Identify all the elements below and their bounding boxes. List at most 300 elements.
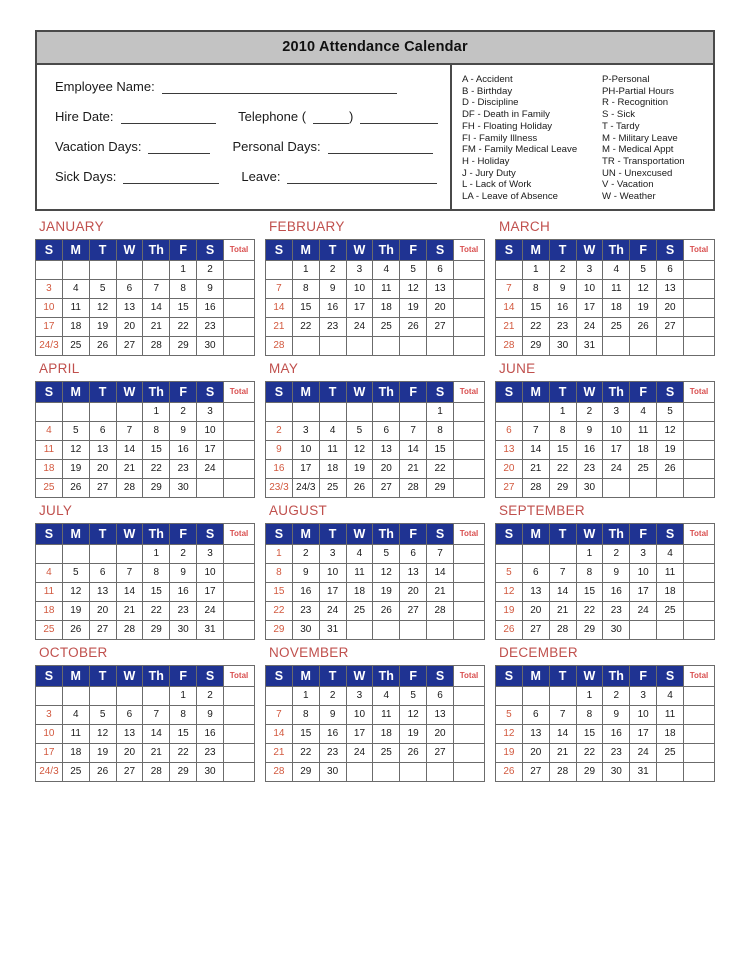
day-cell-empty[interactable]	[292, 402, 319, 421]
day-cell-empty[interactable]	[292, 336, 319, 355]
day-cell-2[interactable]: 2	[292, 544, 319, 563]
day-cell-empty[interactable]	[62, 686, 89, 705]
day-cell-24[interactable]: 24	[630, 601, 657, 620]
day-cell-6[interactable]: 6	[427, 260, 454, 279]
day-cell-27[interactable]: 27	[496, 478, 523, 497]
day-cell-28[interactable]: 28	[266, 762, 293, 781]
day-cell-26[interactable]: 26	[400, 743, 427, 762]
day-cell-empty[interactable]	[62, 402, 89, 421]
day-cell-empty[interactable]	[266, 686, 293, 705]
day-cell-2[interactable]: 2	[319, 686, 346, 705]
day-cell-empty[interactable]	[143, 260, 170, 279]
day-cell-empty[interactable]	[89, 402, 116, 421]
week-total-cell[interactable]	[454, 544, 485, 563]
week-total-cell[interactable]	[684, 402, 715, 421]
day-cell-10[interactable]: 10	[36, 298, 63, 317]
week-total-cell[interactable]	[684, 317, 715, 336]
day-cell-empty[interactable]	[522, 402, 549, 421]
day-cell-2[interactable]: 2	[603, 544, 630, 563]
week-total-cell[interactable]	[224, 544, 255, 563]
day-cell-16[interactable]: 16	[197, 724, 224, 743]
day-cell-24[interactable]: 24	[319, 601, 346, 620]
day-cell-29[interactable]: 29	[170, 762, 197, 781]
day-cell-13[interactable]: 13	[373, 440, 400, 459]
day-cell-28[interactable]: 28	[549, 762, 576, 781]
day-cell-24[interactable]: 24	[197, 601, 224, 620]
day-cell-6[interactable]: 6	[400, 544, 427, 563]
day-cell-27[interactable]: 27	[373, 478, 400, 497]
day-cell-18[interactable]: 18	[36, 459, 63, 478]
day-cell-7[interactable]: 7	[496, 279, 523, 298]
day-cell-30[interactable]: 30	[319, 762, 346, 781]
day-cell-empty[interactable]	[427, 620, 454, 639]
day-cell-empty[interactable]	[400, 620, 427, 639]
day-cell-7[interactable]: 7	[549, 563, 576, 582]
week-total-cell[interactable]	[684, 336, 715, 355]
day-cell-3[interactable]: 3	[346, 260, 373, 279]
week-total-cell[interactable]	[684, 762, 715, 781]
day-cell-empty[interactable]	[116, 686, 143, 705]
day-cell-3[interactable]: 3	[36, 279, 63, 298]
day-cell-11[interactable]: 11	[373, 279, 400, 298]
day-cell-1[interactable]: 1	[143, 402, 170, 421]
day-cell-27[interactable]: 27	[657, 317, 684, 336]
week-total-cell[interactable]	[454, 336, 485, 355]
day-cell-31[interactable]: 31	[630, 762, 657, 781]
day-cell-14[interactable]: 14	[427, 563, 454, 582]
day-cell-19[interactable]: 19	[89, 317, 116, 336]
day-cell-22[interactable]: 22	[143, 601, 170, 620]
week-total-cell[interactable]	[454, 317, 485, 336]
day-cell-4[interactable]: 4	[657, 544, 684, 563]
day-cell-3[interactable]: 3	[197, 402, 224, 421]
day-cell-23[interactable]: 23	[576, 459, 603, 478]
week-total-cell[interactable]	[224, 743, 255, 762]
day-cell-22[interactable]: 22	[292, 743, 319, 762]
day-cell-8[interactable]: 8	[143, 563, 170, 582]
day-cell-23[interactable]: 23	[197, 743, 224, 762]
day-cell-19[interactable]: 19	[657, 440, 684, 459]
day-cell-11[interactable]: 11	[630, 421, 657, 440]
vacation-days-input[interactable]	[148, 140, 210, 154]
day-cell-empty[interactable]	[657, 478, 684, 497]
day-cell-16[interactable]: 16	[266, 459, 293, 478]
day-cell-29[interactable]: 29	[549, 478, 576, 497]
day-cell-22[interactable]: 22	[143, 459, 170, 478]
day-cell-empty[interactable]	[62, 260, 89, 279]
day-cell-15[interactable]: 15	[143, 440, 170, 459]
day-cell-24/3[interactable]: 24/3	[36, 336, 63, 355]
day-cell-22[interactable]: 22	[522, 317, 549, 336]
day-cell-30[interactable]: 30	[170, 478, 197, 497]
day-cell-empty[interactable]	[496, 686, 523, 705]
day-cell-18[interactable]: 18	[62, 317, 89, 336]
day-cell-16[interactable]: 16	[197, 298, 224, 317]
day-cell-21[interactable]: 21	[427, 582, 454, 601]
day-cell-empty[interactable]	[657, 620, 684, 639]
day-cell-7[interactable]: 7	[549, 705, 576, 724]
day-cell-6[interactable]: 6	[496, 421, 523, 440]
day-cell-19[interactable]: 19	[496, 601, 523, 620]
day-cell-20[interactable]: 20	[522, 743, 549, 762]
week-total-cell[interactable]	[454, 686, 485, 705]
day-cell-5[interactable]: 5	[400, 260, 427, 279]
day-cell-13[interactable]: 13	[89, 582, 116, 601]
day-cell-19[interactable]: 19	[62, 459, 89, 478]
day-cell-empty[interactable]	[373, 762, 400, 781]
week-total-cell[interactable]	[454, 440, 485, 459]
week-total-cell[interactable]	[224, 459, 255, 478]
day-cell-9[interactable]: 9	[266, 440, 293, 459]
week-total-cell[interactable]	[224, 762, 255, 781]
day-cell-21[interactable]: 21	[266, 317, 293, 336]
day-cell-13[interactable]: 13	[427, 705, 454, 724]
day-cell-16[interactable]: 16	[603, 582, 630, 601]
day-cell-empty[interactable]	[116, 544, 143, 563]
day-cell-empty[interactable]	[373, 620, 400, 639]
day-cell-4[interactable]: 4	[630, 402, 657, 421]
day-cell-10[interactable]: 10	[319, 563, 346, 582]
day-cell-1[interactable]: 1	[170, 260, 197, 279]
week-total-cell[interactable]	[454, 724, 485, 743]
day-cell-31[interactable]: 31	[197, 620, 224, 639]
day-cell-15[interactable]: 15	[549, 440, 576, 459]
day-cell-24[interactable]: 24	[603, 459, 630, 478]
day-cell-empty[interactable]	[603, 478, 630, 497]
week-total-cell[interactable]	[684, 563, 715, 582]
day-cell-12[interactable]: 12	[373, 563, 400, 582]
day-cell-24[interactable]: 24	[197, 459, 224, 478]
day-cell-23[interactable]: 23	[319, 743, 346, 762]
day-cell-28[interactable]: 28	[116, 478, 143, 497]
week-total-cell[interactable]	[224, 421, 255, 440]
week-total-cell[interactable]	[684, 298, 715, 317]
week-total-cell[interactable]	[684, 279, 715, 298]
day-cell-7[interactable]: 7	[116, 421, 143, 440]
day-cell-8[interactable]: 8	[170, 705, 197, 724]
day-cell-4[interactable]: 4	[62, 705, 89, 724]
day-cell-13[interactable]: 13	[400, 563, 427, 582]
day-cell-20[interactable]: 20	[116, 317, 143, 336]
day-cell-13[interactable]: 13	[89, 440, 116, 459]
day-cell-11[interactable]: 11	[346, 563, 373, 582]
day-cell-23[interactable]: 23	[170, 459, 197, 478]
day-cell-17[interactable]: 17	[603, 440, 630, 459]
day-cell-13[interactable]: 13	[427, 279, 454, 298]
day-cell-1[interactable]: 1	[266, 544, 293, 563]
day-cell-14[interactable]: 14	[143, 724, 170, 743]
day-cell-empty[interactable]	[400, 762, 427, 781]
day-cell-29[interactable]: 29	[522, 336, 549, 355]
day-cell-26[interactable]: 26	[373, 601, 400, 620]
day-cell-30[interactable]: 30	[292, 620, 319, 639]
day-cell-23[interactable]: 23	[549, 317, 576, 336]
day-cell-29[interactable]: 29	[427, 478, 454, 497]
day-cell-3[interactable]: 3	[36, 705, 63, 724]
day-cell-empty[interactable]	[496, 402, 523, 421]
day-cell-27[interactable]: 27	[522, 620, 549, 639]
day-cell-12[interactable]: 12	[657, 421, 684, 440]
week-total-cell[interactable]	[684, 724, 715, 743]
day-cell-15[interactable]: 15	[170, 298, 197, 317]
day-cell-4[interactable]: 4	[603, 260, 630, 279]
day-cell-10[interactable]: 10	[630, 563, 657, 582]
day-cell-12[interactable]: 12	[62, 440, 89, 459]
day-cell-16[interactable]: 16	[170, 582, 197, 601]
day-cell-12[interactable]: 12	[62, 582, 89, 601]
day-cell-5[interactable]: 5	[400, 686, 427, 705]
day-cell-25[interactable]: 25	[373, 317, 400, 336]
day-cell-2[interactable]: 2	[603, 686, 630, 705]
day-cell-17[interactable]: 17	[630, 724, 657, 743]
week-total-cell[interactable]	[224, 317, 255, 336]
day-cell-empty[interactable]	[266, 402, 293, 421]
day-cell-28[interactable]: 28	[496, 336, 523, 355]
day-cell-2[interactable]: 2	[319, 260, 346, 279]
week-total-cell[interactable]	[684, 582, 715, 601]
week-total-cell[interactable]	[224, 402, 255, 421]
week-total-cell[interactable]	[684, 459, 715, 478]
day-cell-9[interactable]: 9	[292, 563, 319, 582]
day-cell-1[interactable]: 1	[170, 686, 197, 705]
day-cell-9[interactable]: 9	[197, 279, 224, 298]
day-cell-empty[interactable]	[36, 686, 63, 705]
day-cell-empty[interactable]	[522, 544, 549, 563]
day-cell-2[interactable]: 2	[576, 402, 603, 421]
day-cell-11[interactable]: 11	[319, 440, 346, 459]
day-cell-empty[interactable]	[496, 260, 523, 279]
day-cell-22[interactable]: 22	[170, 743, 197, 762]
day-cell-empty[interactable]	[89, 260, 116, 279]
week-total-cell[interactable]	[684, 743, 715, 762]
day-cell-23[interactable]: 23	[319, 317, 346, 336]
day-cell-11[interactable]: 11	[657, 563, 684, 582]
week-total-cell[interactable]	[454, 582, 485, 601]
day-cell-8[interactable]: 8	[292, 279, 319, 298]
day-cell-27[interactable]: 27	[116, 762, 143, 781]
day-cell-empty[interactable]	[522, 686, 549, 705]
day-cell-9[interactable]: 9	[549, 279, 576, 298]
day-cell-27[interactable]: 27	[427, 317, 454, 336]
day-cell-8[interactable]: 8	[170, 279, 197, 298]
day-cell-18[interactable]: 18	[319, 459, 346, 478]
day-cell-9[interactable]: 9	[319, 705, 346, 724]
day-cell-empty[interactable]	[657, 762, 684, 781]
week-total-cell[interactable]	[224, 279, 255, 298]
day-cell-18[interactable]: 18	[603, 298, 630, 317]
day-cell-26[interactable]: 26	[630, 317, 657, 336]
day-cell-3[interactable]: 3	[197, 544, 224, 563]
week-total-cell[interactable]	[224, 260, 255, 279]
day-cell-21[interactable]: 21	[143, 317, 170, 336]
day-cell-6[interactable]: 6	[522, 563, 549, 582]
day-cell-7[interactable]: 7	[143, 705, 170, 724]
day-cell-15[interactable]: 15	[576, 724, 603, 743]
day-cell-25[interactable]: 25	[657, 743, 684, 762]
day-cell-3[interactable]: 3	[603, 402, 630, 421]
day-cell-23[interactable]: 23	[292, 601, 319, 620]
day-cell-empty[interactable]	[116, 402, 143, 421]
day-cell-16[interactable]: 16	[319, 724, 346, 743]
day-cell-14[interactable]: 14	[266, 724, 293, 743]
day-cell-empty[interactable]	[36, 260, 63, 279]
day-cell-8[interactable]: 8	[266, 563, 293, 582]
week-total-cell[interactable]	[224, 686, 255, 705]
day-cell-20[interactable]: 20	[522, 601, 549, 620]
day-cell-empty[interactable]	[36, 544, 63, 563]
day-cell-26[interactable]: 26	[62, 478, 89, 497]
day-cell-8[interactable]: 8	[143, 421, 170, 440]
day-cell-7[interactable]: 7	[143, 279, 170, 298]
day-cell-20[interactable]: 20	[89, 601, 116, 620]
day-cell-empty[interactable]	[266, 260, 293, 279]
week-total-cell[interactable]	[224, 440, 255, 459]
day-cell-7[interactable]: 7	[522, 421, 549, 440]
day-cell-24[interactable]: 24	[576, 317, 603, 336]
day-cell-22[interactable]: 22	[266, 601, 293, 620]
day-cell-26[interactable]: 26	[346, 478, 373, 497]
day-cell-4[interactable]: 4	[36, 563, 63, 582]
day-cell-29[interactable]: 29	[576, 762, 603, 781]
day-cell-4[interactable]: 4	[62, 279, 89, 298]
day-cell-25[interactable]: 25	[346, 601, 373, 620]
day-cell-13[interactable]: 13	[116, 724, 143, 743]
day-cell-25[interactable]: 25	[62, 762, 89, 781]
day-cell-16[interactable]: 16	[576, 440, 603, 459]
week-total-cell[interactable]	[684, 705, 715, 724]
day-cell-empty[interactable]	[657, 336, 684, 355]
day-cell-15[interactable]: 15	[576, 582, 603, 601]
day-cell-2[interactable]: 2	[197, 260, 224, 279]
day-cell-25[interactable]: 25	[36, 478, 63, 497]
day-cell-6[interactable]: 6	[89, 421, 116, 440]
day-cell-15[interactable]: 15	[522, 298, 549, 317]
day-cell-26[interactable]: 26	[400, 317, 427, 336]
day-cell-6[interactable]: 6	[89, 563, 116, 582]
day-cell-16[interactable]: 16	[549, 298, 576, 317]
day-cell-12[interactable]: 12	[630, 279, 657, 298]
telephone-number-input[interactable]	[360, 110, 438, 124]
day-cell-18[interactable]: 18	[373, 724, 400, 743]
week-total-cell[interactable]	[684, 620, 715, 639]
day-cell-6[interactable]: 6	[427, 686, 454, 705]
day-cell-13[interactable]: 13	[522, 582, 549, 601]
day-cell-29[interactable]: 29	[170, 336, 197, 355]
day-cell-19[interactable]: 19	[346, 459, 373, 478]
day-cell-5[interactable]: 5	[496, 563, 523, 582]
day-cell-12[interactable]: 12	[89, 298, 116, 317]
day-cell-25[interactable]: 25	[62, 336, 89, 355]
day-cell-2[interactable]: 2	[197, 686, 224, 705]
week-total-cell[interactable]	[684, 440, 715, 459]
day-cell-9[interactable]: 9	[319, 279, 346, 298]
day-cell-empty[interactable]	[346, 336, 373, 355]
day-cell-7[interactable]: 7	[427, 544, 454, 563]
week-total-cell[interactable]	[454, 762, 485, 781]
day-cell-25[interactable]: 25	[319, 478, 346, 497]
day-cell-10[interactable]: 10	[197, 563, 224, 582]
day-cell-1[interactable]: 1	[292, 686, 319, 705]
day-cell-22[interactable]: 22	[170, 317, 197, 336]
day-cell-empty[interactable]	[549, 686, 576, 705]
day-cell-5[interactable]: 5	[373, 544, 400, 563]
week-total-cell[interactable]	[454, 459, 485, 478]
day-cell-26[interactable]: 26	[496, 762, 523, 781]
sick-days-input[interactable]	[123, 170, 219, 184]
day-cell-28[interactable]: 28	[522, 478, 549, 497]
day-cell-4[interactable]: 4	[346, 544, 373, 563]
week-total-cell[interactable]	[224, 705, 255, 724]
day-cell-24/3[interactable]: 24/3	[36, 762, 63, 781]
day-cell-8[interactable]: 8	[522, 279, 549, 298]
day-cell-2[interactable]: 2	[170, 544, 197, 563]
day-cell-empty[interactable]	[630, 336, 657, 355]
day-cell-11[interactable]: 11	[62, 724, 89, 743]
day-cell-24[interactable]: 24	[630, 743, 657, 762]
day-cell-25[interactable]: 25	[36, 620, 63, 639]
day-cell-21[interactable]: 21	[496, 317, 523, 336]
day-cell-empty[interactable]	[197, 478, 224, 497]
week-total-cell[interactable]	[684, 686, 715, 705]
day-cell-27[interactable]: 27	[89, 478, 116, 497]
day-cell-20[interactable]: 20	[427, 298, 454, 317]
week-total-cell[interactable]	[224, 298, 255, 317]
day-cell-9[interactable]: 9	[170, 563, 197, 582]
day-cell-28[interactable]: 28	[427, 601, 454, 620]
day-cell-24[interactable]: 24	[346, 317, 373, 336]
day-cell-8[interactable]: 8	[576, 563, 603, 582]
day-cell-21[interactable]: 21	[143, 743, 170, 762]
day-cell-16[interactable]: 16	[170, 440, 197, 459]
day-cell-11[interactable]: 11	[603, 279, 630, 298]
day-cell-3[interactable]: 3	[576, 260, 603, 279]
day-cell-empty[interactable]	[346, 762, 373, 781]
day-cell-empty[interactable]	[603, 336, 630, 355]
week-total-cell[interactable]	[684, 544, 715, 563]
week-total-cell[interactable]	[454, 705, 485, 724]
week-total-cell[interactable]	[454, 743, 485, 762]
day-cell-7[interactable]: 7	[400, 421, 427, 440]
day-cell-21[interactable]: 21	[116, 601, 143, 620]
day-cell-21[interactable]: 21	[522, 459, 549, 478]
day-cell-empty[interactable]	[549, 544, 576, 563]
day-cell-17[interactable]: 17	[197, 440, 224, 459]
day-cell-5[interactable]: 5	[630, 260, 657, 279]
day-cell-13[interactable]: 13	[496, 440, 523, 459]
day-cell-empty[interactable]	[89, 544, 116, 563]
day-cell-13[interactable]: 13	[657, 279, 684, 298]
day-cell-3[interactable]: 3	[319, 544, 346, 563]
day-cell-empty[interactable]	[400, 336, 427, 355]
day-cell-11[interactable]: 11	[657, 705, 684, 724]
day-cell-empty[interactable]	[116, 260, 143, 279]
day-cell-8[interactable]: 8	[549, 421, 576, 440]
day-cell-23[interactable]: 23	[603, 601, 630, 620]
day-cell-6[interactable]: 6	[657, 260, 684, 279]
day-cell-21[interactable]: 21	[116, 459, 143, 478]
day-cell-22[interactable]: 22	[549, 459, 576, 478]
day-cell-empty[interactable]	[89, 686, 116, 705]
day-cell-14[interactable]: 14	[266, 298, 293, 317]
day-cell-17[interactable]: 17	[36, 743, 63, 762]
week-total-cell[interactable]	[224, 620, 255, 639]
day-cell-empty[interactable]	[319, 336, 346, 355]
day-cell-29[interactable]: 29	[292, 762, 319, 781]
day-cell-29[interactable]: 29	[143, 478, 170, 497]
day-cell-17[interactable]: 17	[346, 724, 373, 743]
week-total-cell[interactable]	[454, 298, 485, 317]
day-cell-24[interactable]: 24	[346, 743, 373, 762]
